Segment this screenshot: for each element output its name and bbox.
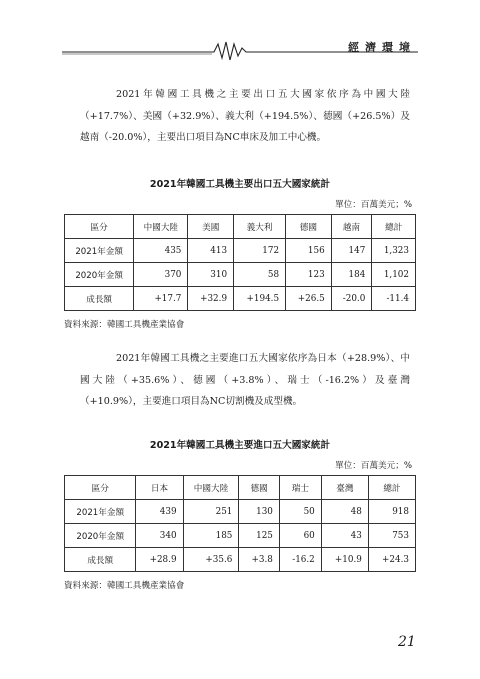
table-cell: 1,102 — [372, 263, 416, 287]
column-header: 義大利 — [234, 215, 286, 239]
paragraph-import-text: 2021年韓國工具機之主要進口五大國家依序為日本（+28.9%）、中國大陸（+35.6%）、德國（+3.8%）、瑞士（-16.2%）及臺灣（+10.9%），主要進口項目為NC切割機及成型機。 — [80, 353, 410, 407]
export-table-title: 2021年韓國工具機主要出口五大國家統計 — [149, 179, 331, 190]
table-cell: 1,323 — [372, 239, 416, 263]
row-header: 成長額 — [65, 287, 134, 311]
column-header: 區分 — [65, 215, 134, 239]
table-cell: +35.6 — [183, 548, 239, 572]
column-header: 德國 — [239, 476, 280, 500]
table-cell: +10.9 — [321, 548, 368, 572]
table-cell: 172 — [234, 239, 286, 263]
import-table — [64, 475, 416, 572]
table-cell: +24.3 — [368, 548, 415, 572]
column-header: 日本 — [136, 476, 183, 500]
table-row — [65, 524, 416, 548]
row-header: 成長額 — [65, 548, 136, 572]
table-cell: 413 — [188, 239, 234, 263]
import-table-source: 資料來源：韓國工具機產業協會 — [64, 581, 185, 591]
table-row — [65, 263, 416, 287]
table-cell: -16.2 — [279, 548, 321, 572]
table-row — [65, 239, 416, 263]
table-cell: 918 — [368, 500, 415, 524]
export-table — [64, 214, 416, 311]
table-cell: 439 — [136, 500, 183, 524]
export-table-unit: 單位：百萬美元；% — [335, 200, 412, 210]
paragraph-import — [80, 348, 410, 413]
export-table-source: 資料來源：韓國工具機產業協會 — [64, 320, 185, 330]
column-header: 美國 — [188, 215, 234, 239]
table-header-row — [65, 215, 416, 239]
row-header: 2021年金額 — [65, 500, 136, 524]
column-header: 總計 — [368, 476, 415, 500]
table-cell: +32.9 — [188, 287, 234, 311]
table-cell: +26.5 — [286, 287, 332, 311]
table-cell: 48 — [321, 500, 368, 524]
column-header: 越南 — [331, 215, 372, 239]
column-header: 中國大陸 — [183, 476, 239, 500]
paragraph-export-text: 2021年韓國工具機之主要出口五大國家依序為中國大陸（+17.7%）、美國（+32.9%）、義大利（+194.5%）、德國（+26.5%）及越南（-20.0%），主要出口項目為NC車床及加工中心機。 — [80, 89, 410, 143]
table-cell: +17.7 — [134, 287, 188, 311]
page-header — [62, 38, 418, 62]
table-cell: 50 — [279, 500, 321, 524]
table-cell: 43 — [321, 524, 368, 548]
table-cell: 125 — [239, 524, 280, 548]
row-header: 2020年金額 — [65, 263, 134, 287]
column-header: 總計 — [372, 215, 416, 239]
table-cell: 340 — [136, 524, 183, 548]
import-table-title: 2021年韓國工具機主要進口五大國家統計 — [149, 440, 331, 451]
table-cell: -20.0 — [331, 287, 372, 311]
table-cell: +194.5 — [234, 287, 286, 311]
table-cell: 310 — [188, 263, 234, 287]
paragraph-export — [80, 84, 410, 149]
table-cell: 60 — [279, 524, 321, 548]
table-cell: +28.9 — [136, 548, 183, 572]
import-table-unit: 單位：百萬美元；% — [335, 461, 412, 471]
table-cell: 147 — [331, 239, 372, 263]
column-header: 區分 — [65, 476, 136, 500]
row-header: 2020年金額 — [65, 524, 136, 548]
column-header: 瑞士 — [279, 476, 321, 500]
table-row — [65, 500, 416, 524]
table-cell: +3.8 — [239, 548, 280, 572]
table-cell: 123 — [286, 263, 332, 287]
table-header-row — [65, 476, 416, 500]
table-cell: 58 — [234, 263, 286, 287]
table-cell: 753 — [368, 524, 415, 548]
page-number: 21 — [398, 634, 416, 650]
column-header: 臺灣 — [321, 476, 368, 500]
section-label: 經濟環境 — [348, 41, 416, 54]
column-header: 德國 — [286, 215, 332, 239]
table-cell: 370 — [134, 263, 188, 287]
table-cell: 435 — [134, 239, 188, 263]
table-cell: 156 — [286, 239, 332, 263]
table-cell: -11.4 — [372, 287, 416, 311]
column-header: 中國大陸 — [134, 215, 188, 239]
table-row — [65, 287, 416, 311]
row-header: 2021年金額 — [65, 239, 134, 263]
table-cell: 251 — [183, 500, 239, 524]
table-cell: 184 — [331, 263, 372, 287]
table-row — [65, 548, 416, 572]
table-cell: 185 — [183, 524, 239, 548]
table-cell: 130 — [239, 500, 280, 524]
